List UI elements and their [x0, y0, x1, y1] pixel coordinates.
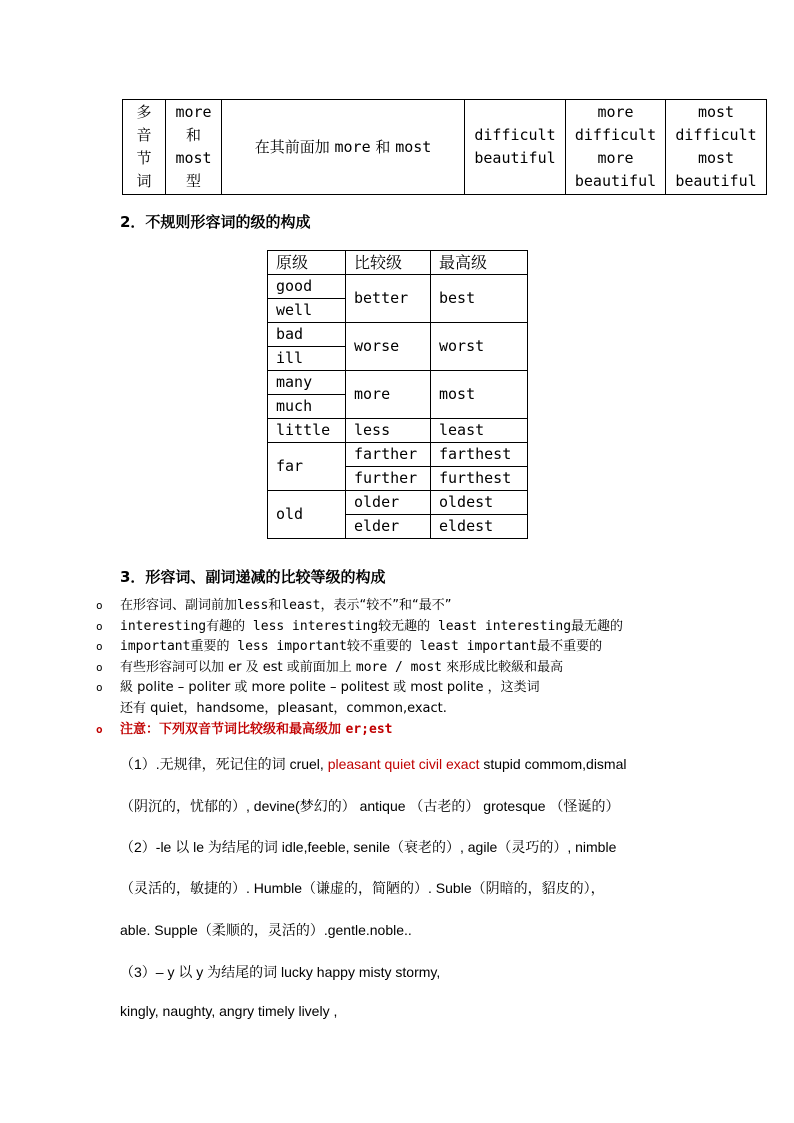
table-row — [268, 323, 528, 347]
text: （1）.无规律，死记住的词 cruel, — [120, 756, 324, 772]
rule-cell — [222, 100, 465, 195]
list-item: o important重要的 less important较不重要的 least important最不重要的 — [96, 637, 696, 658]
cell-much: much — [268, 395, 346, 419]
cell-further: further — [346, 467, 431, 491]
cell-old: old — [268, 491, 346, 539]
cell-many: many — [268, 371, 346, 395]
text: 有些形容詞可以加 er 及 est 或前面加上 — [120, 659, 356, 675]
cell-older: older — [346, 491, 431, 515]
pattern-line: more — [175, 103, 212, 121]
pattern-line: 和 — [185, 126, 201, 144]
note-keyword: er;est — [345, 721, 393, 737]
cell-oldest: oldest — [431, 491, 528, 515]
header-comparative: 比较级 — [346, 251, 431, 275]
type-char: 词 — [136, 172, 152, 190]
list-item — [96, 658, 696, 679]
positive-word: difficult — [474, 126, 556, 144]
rule-he: 和 — [375, 137, 391, 156]
pattern-line: most — [175, 149, 212, 167]
table-row — [268, 275, 528, 299]
cell-furthest: furthest — [431, 467, 528, 491]
rule-prefix: 在其前面加 — [254, 137, 330, 156]
header-positive: 原级 — [268, 251, 346, 275]
table-row — [268, 491, 528, 515]
list-item: o 級 polite – politer 或 more polite – politest 或 most polite ，这类词 — [96, 678, 696, 699]
comparative-word: beautiful — [574, 172, 657, 190]
cell-better: better — [346, 275, 431, 323]
cell-good: good — [268, 275, 346, 299]
superlative-word: beautiful — [675, 172, 757, 190]
text: 和 — [268, 598, 282, 613]
superlative-word: most — [697, 149, 735, 167]
list-item-continuation: 还有 quiet，handsome，pleasant，common,exact. — [120, 700, 447, 716]
table-row — [123, 100, 767, 195]
cell-ill: ill — [268, 347, 346, 371]
paragraph-7: kingly, naughty, angry timely lively , — [120, 1003, 338, 1019]
polysyllable-table — [122, 99, 767, 195]
superlative-word: difficult — [675, 126, 757, 144]
list-item — [96, 596, 696, 617]
type-cell — [123, 100, 166, 195]
paragraph-1 — [120, 754, 627, 774]
paragraph-5: able. Supple（柔顺的，灵活的）.gentle.noble.. — [120, 922, 412, 938]
cell-eldest: eldest — [431, 515, 528, 539]
rules-list — [96, 596, 696, 740]
positive-word: beautiful — [474, 149, 556, 167]
text: 在形容词、副词前加 — [120, 598, 238, 613]
cell-best: best — [431, 275, 528, 323]
type-char: 多 — [136, 103, 152, 121]
comparative-word: more — [597, 149, 634, 167]
comparative-cell — [566, 100, 666, 195]
keyword-less: less — [237, 598, 269, 613]
cell-worse: worse — [346, 323, 431, 371]
table-row — [268, 443, 528, 467]
list-item: o interesting有趣的 less interesting较无趣的 least interesting最无趣的 — [96, 617, 696, 638]
type-char: 音 — [136, 126, 152, 144]
section-3-heading: 3．形容词、副词递减的比较等级的构成 — [120, 568, 386, 586]
cell-elder: elder — [346, 515, 431, 539]
note-item — [96, 720, 696, 741]
table-row — [268, 419, 528, 443]
table-row — [268, 371, 528, 395]
paragraph-2: （阴沉的，忧郁的）, devine(梦幻的） antique （古老的） grotesque （怪诞的） — [120, 798, 620, 814]
superlative-word: most — [697, 103, 735, 121]
cell-far: far — [268, 443, 346, 491]
paragraph-4: （灵活的，敏捷的）. Humble（谦虚的，简陋的）. Suble（阴暗的，貂皮的）， — [120, 880, 605, 896]
irregular-table — [267, 250, 528, 539]
positive-cell — [465, 100, 566, 195]
cell-little: little — [268, 419, 346, 443]
superlative-cell — [666, 100, 767, 195]
cell-less: less — [346, 419, 431, 443]
keyword-more-most: more / most — [355, 659, 442, 675]
text: ，表示“较不”和“最不” — [320, 598, 452, 613]
cell-farther: farther — [346, 443, 431, 467]
header-superlative: 最高级 — [431, 251, 528, 275]
paragraph-6: （3）– y 以 y 为结尾的词 lucky happy misty stormy, — [120, 964, 441, 980]
cell-more: more — [346, 371, 431, 419]
keyword-least: least — [281, 598, 321, 613]
type-char: 节 — [136, 149, 152, 167]
cell-worst: worst — [431, 323, 528, 371]
cell-most: most — [431, 371, 528, 419]
pattern-cell — [166, 100, 222, 195]
cell-farthest: farthest — [431, 443, 528, 467]
note-text: 注意：下列双音节词比较级和最高级加 — [120, 721, 346, 737]
cell-well: well — [268, 299, 346, 323]
rule-most: most — [395, 137, 432, 156]
text: 來形成比較級和最高 — [441, 659, 564, 675]
section-2-heading: 2．不规则形容词的级的构成 — [120, 213, 311, 231]
cell-bad: bad — [268, 323, 346, 347]
rule-more: more — [334, 137, 371, 156]
highlight-text: pleasant quiet civil exact — [323, 756, 480, 772]
text: stupid commom,dismal — [479, 756, 627, 772]
cell-least: least — [431, 419, 528, 443]
comparative-word: difficult — [574, 126, 657, 144]
pattern-line: 型 — [185, 172, 201, 190]
paragraph-3: （2）-le 以 le 为结尾的词 idle,feeble, senile（衰老的）, agile（灵巧的）, nimble — [120, 839, 617, 855]
table-header-row — [268, 251, 528, 275]
comparative-word: more — [597, 103, 634, 121]
